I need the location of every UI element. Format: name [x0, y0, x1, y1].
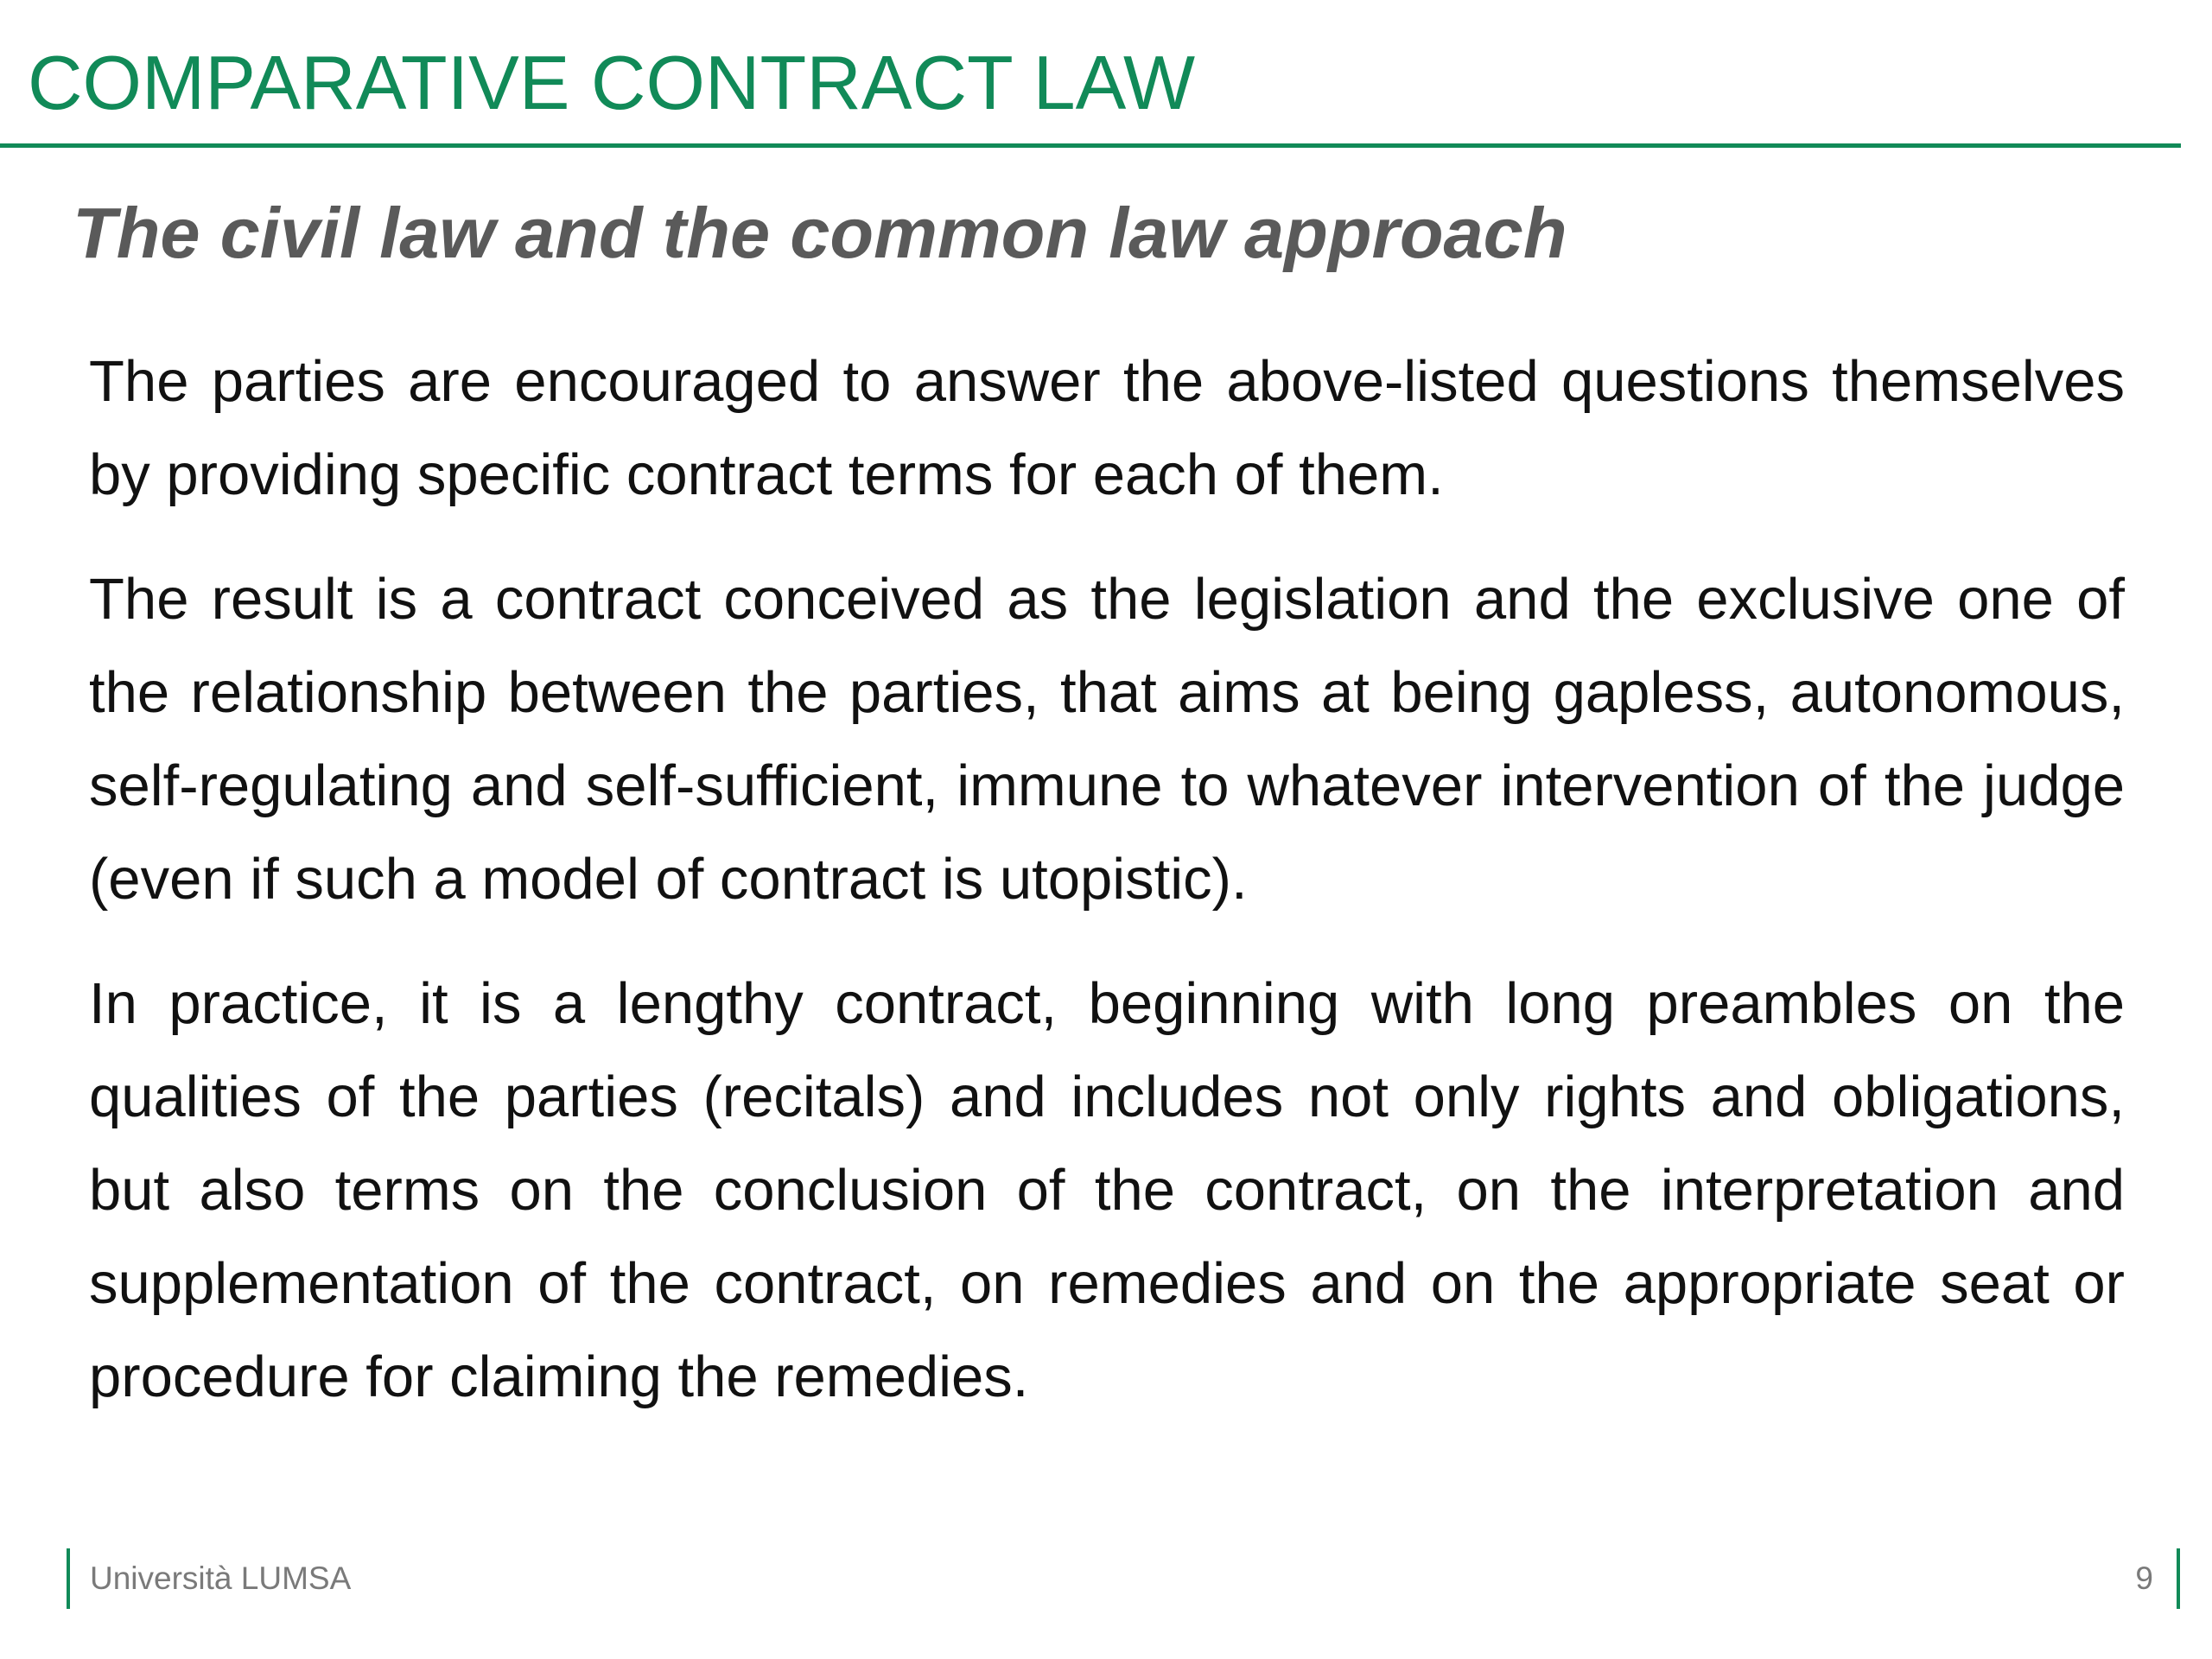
slide-subtitle: The civil law and the common law approach	[73, 193, 1567, 273]
footer-right-bar	[2177, 1548, 2180, 1609]
body-paragraph-1: The parties are encouraged to answer the above-listed questions themselves by providing specific contract terms for each of them.	[89, 349, 2125, 507]
slide-body	[89, 335, 2125, 1455]
footer-institution: Università LUMSA	[90, 1560, 352, 1596]
page-number: 9	[2135, 1560, 2153, 1596]
body-paragraph-3: In practice, it is a lengthy contract, beginning with long preambles on the qualities of the parties (recitals) and includes not only rights and obligations, but also terms on the conclusion of the contract, on the interpretation and supplementation of the contract, on remedies and on the appropriate seat or procedure for claiming the remedies.	[89, 971, 2125, 1409]
footer-left-bar	[67, 1548, 70, 1609]
header-divider	[0, 143, 2181, 148]
slide-header-title: COMPARATIVE CONTRACT LAW	[28, 40, 1196, 125]
body-paragraph-2: The result is a contract conceived as the legislation and the exclusive one of the relationship between the parties, that aims at being gapless, autonomous, self-regulating and self-sufficient, immune to whatever intervention of the judge (even if such a model of contract is utopistic).	[89, 567, 2125, 912]
